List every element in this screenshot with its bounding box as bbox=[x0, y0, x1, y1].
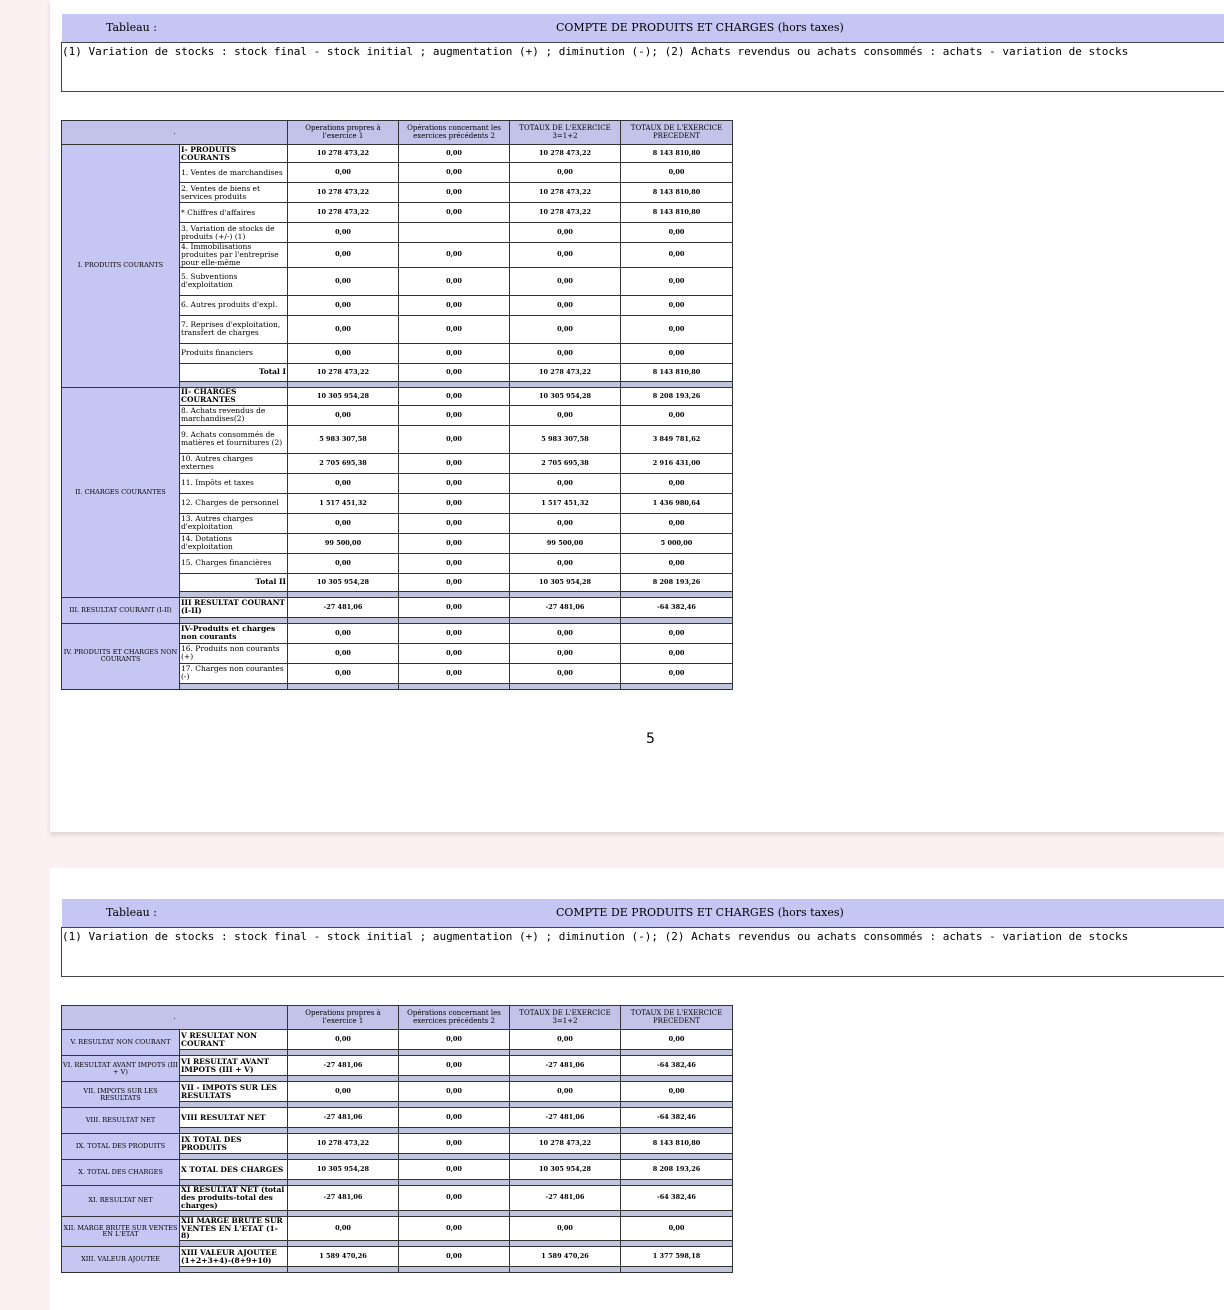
category-cell: VIII. RESULTAT NET bbox=[62, 1108, 180, 1134]
value-cell: 10 278 473,22 bbox=[510, 1134, 621, 1154]
value-cell: 0,00 bbox=[399, 1160, 510, 1180]
category-cell: IV. PRODUITS ET CHARGES NON COURANTS bbox=[62, 623, 180, 689]
column-header: Opérations concernant les exercices précédents 2 bbox=[399, 1006, 510, 1030]
value-cell: 0,00 bbox=[288, 643, 399, 663]
row-label: VI RESULTAT AVANT IMPOTS (III + V) bbox=[180, 1056, 288, 1076]
value-cell: 0,00 bbox=[288, 553, 399, 573]
results-summary-table bbox=[61, 1005, 733, 1273]
row-label: 14. Dotations d'exploitation bbox=[180, 533, 288, 553]
value-cell: 0,00 bbox=[621, 405, 733, 425]
value-cell: 1 517 451,32 bbox=[510, 493, 621, 513]
value-cell: 0,00 bbox=[399, 145, 510, 163]
value-cell: 99 500,00 bbox=[288, 533, 399, 553]
value-cell: 0,00 bbox=[510, 473, 621, 493]
value-cell: 0,00 bbox=[399, 623, 510, 643]
category-cell: XIII. VALEUR AJOUTEE bbox=[62, 1247, 180, 1273]
value-cell: 10 305 954,28 bbox=[288, 387, 399, 405]
value-cell: 0,00 bbox=[288, 663, 399, 683]
row-label: Total II bbox=[180, 573, 288, 591]
value-cell: -27 481,06 bbox=[510, 1108, 621, 1128]
row-label: 13. Autres charges d'exploitation bbox=[180, 513, 288, 533]
value-cell: -27 481,06 bbox=[510, 1056, 621, 1076]
value-cell: 0,00 bbox=[621, 163, 733, 183]
category-cell: XI. RESULTAT NET bbox=[62, 1186, 180, 1217]
row-label: 15. Charges financières bbox=[180, 553, 288, 573]
row-label: 16. Produits non courants (+) bbox=[180, 643, 288, 663]
value-cell: 1 517 451,32 bbox=[288, 493, 399, 513]
value-cell: 0,00 bbox=[621, 223, 733, 243]
value-cell: 0,00 bbox=[399, 1082, 510, 1102]
banner-title: COMPTE DE PRODUITS ET CHARGES (hors taxes) bbox=[556, 21, 844, 34]
value-cell: 0,00 bbox=[510, 623, 621, 643]
row-label: XI RESULTAT NET (total des produits-total des charges) bbox=[180, 1186, 288, 1211]
value-cell: 0,00 bbox=[288, 1216, 399, 1241]
value-cell: 0,00 bbox=[399, 1247, 510, 1267]
row-label: 2. Ventes de biens et services produits bbox=[180, 183, 288, 203]
value-cell: 0,00 bbox=[288, 223, 399, 243]
value-cell: 8 143 810,80 bbox=[621, 145, 733, 163]
value-cell: 8 143 810,80 bbox=[621, 203, 733, 223]
table-row bbox=[62, 597, 733, 617]
value-cell: 10 278 473,22 bbox=[510, 363, 621, 381]
footnote-box bbox=[61, 927, 1224, 977]
row-label: II- CHARGES COURANTES bbox=[180, 387, 288, 405]
column-header: TOTAUX DE L'EXERCICE 3=1+2 bbox=[510, 121, 621, 145]
value-cell: 0,00 bbox=[399, 1030, 510, 1050]
document-page-1 bbox=[50, 0, 1224, 832]
income-statement-table bbox=[61, 120, 733, 690]
value-cell: 8 208 193,26 bbox=[621, 573, 733, 591]
row-label: III RESULTAT COURANT (I-II) bbox=[180, 597, 288, 617]
value-cell: 99 500,00 bbox=[510, 533, 621, 553]
value-cell: 0,00 bbox=[399, 295, 510, 315]
value-cell: 0,00 bbox=[399, 387, 510, 405]
table-row bbox=[62, 1216, 733, 1241]
value-cell: 10 278 473,22 bbox=[510, 203, 621, 223]
value-cell: 8 208 193,26 bbox=[621, 387, 733, 405]
value-cell: 0,00 bbox=[621, 623, 733, 643]
row-label: 12. Charges de personnel bbox=[180, 493, 288, 513]
category-cell: II. CHARGES COURANTES bbox=[62, 387, 180, 597]
table-row bbox=[62, 1160, 733, 1180]
table-banner bbox=[62, 14, 1224, 42]
value-cell: 0,00 bbox=[510, 295, 621, 315]
value-cell: 0,00 bbox=[288, 243, 399, 268]
value-cell: 0,00 bbox=[510, 315, 621, 343]
value-cell: 0,00 bbox=[621, 243, 733, 268]
value-cell: -27 481,06 bbox=[288, 1186, 399, 1211]
column-header: TOTAUX DE L'EXERCICE PRECEDENT bbox=[621, 1006, 733, 1030]
table-row bbox=[62, 1186, 733, 1211]
value-cell: 10 305 954,28 bbox=[510, 573, 621, 591]
value-cell: -27 481,06 bbox=[288, 1108, 399, 1128]
value-cell: 5 983 307,58 bbox=[510, 425, 621, 453]
value-cell: 0,00 bbox=[288, 295, 399, 315]
value-cell: 0,00 bbox=[399, 203, 510, 223]
row-label: X TOTAL DES CHARGES bbox=[180, 1160, 288, 1180]
value-cell: 0,00 bbox=[399, 267, 510, 295]
value-cell: 0,00 bbox=[621, 1030, 733, 1050]
value-cell: 1 589 470,26 bbox=[510, 1247, 621, 1267]
value-cell: 0,00 bbox=[399, 643, 510, 663]
value-cell: 0,00 bbox=[399, 493, 510, 513]
value-cell: 8 208 193,26 bbox=[621, 1160, 733, 1180]
value-cell: 10 278 473,22 bbox=[510, 183, 621, 203]
category-cell: IX. TOTAL DES PRODUITS bbox=[62, 1134, 180, 1160]
value-cell: 1 589 470,26 bbox=[288, 1247, 399, 1267]
row-label: XII MARGE BRUTE SUR VENTES EN L'ETAT (1-8) bbox=[180, 1216, 288, 1241]
table-row bbox=[62, 1056, 733, 1076]
value-cell: 0,00 bbox=[399, 533, 510, 553]
value-cell: 0,00 bbox=[288, 343, 399, 363]
value-cell: 8 143 810,80 bbox=[621, 363, 733, 381]
row-label: 5. Subventions d'exploitation bbox=[180, 267, 288, 295]
category-cell: VI. RESULTAT AVANT IMPOTS (III + V) bbox=[62, 1056, 180, 1082]
value-cell: 0,00 bbox=[399, 1108, 510, 1128]
row-label: V RESULTAT NON COURANT bbox=[180, 1030, 288, 1050]
value-cell: 0,00 bbox=[399, 1134, 510, 1154]
value-cell: 0,00 bbox=[399, 553, 510, 573]
value-cell: -27 481,06 bbox=[510, 597, 621, 617]
row-label: 17. Charges non courantes (-) bbox=[180, 663, 288, 683]
table-row bbox=[62, 1082, 733, 1102]
value-cell: 1 377 598,18 bbox=[621, 1247, 733, 1267]
value-cell: 0,00 bbox=[399, 663, 510, 683]
table-row bbox=[62, 387, 733, 405]
value-cell: 0,00 bbox=[510, 405, 621, 425]
value-cell: 5 000,00 bbox=[621, 533, 733, 553]
value-cell: 0,00 bbox=[288, 513, 399, 533]
value-cell: 0,00 bbox=[399, 183, 510, 203]
value-cell: 0,00 bbox=[399, 363, 510, 381]
value-cell: 1 436 980,64 bbox=[621, 493, 733, 513]
value-cell: 10 278 473,22 bbox=[288, 203, 399, 223]
row-label: 10. Autres charges externes bbox=[180, 453, 288, 473]
value-cell: 10 305 954,28 bbox=[510, 387, 621, 405]
value-cell: 5 983 307,58 bbox=[288, 425, 399, 453]
row-label: I- PRODUITS COURANTS bbox=[180, 145, 288, 163]
value-cell: 0,00 bbox=[621, 1082, 733, 1102]
value-cell: 2 705 695,38 bbox=[288, 453, 399, 473]
value-cell: 10 305 954,28 bbox=[288, 1160, 399, 1180]
banner-title: COMPTE DE PRODUITS ET CHARGES (hors taxes) bbox=[556, 906, 844, 919]
value-cell: 0,00 bbox=[510, 553, 621, 573]
row-label: VIII RESULTAT NET bbox=[180, 1108, 288, 1128]
value-cell: 0,00 bbox=[288, 315, 399, 343]
row-label: 4. Immobilisations produites par l'entreprise pour elle-même bbox=[180, 243, 288, 268]
table-row bbox=[62, 1108, 733, 1128]
value-cell: 10 305 954,28 bbox=[510, 1160, 621, 1180]
value-cell: 0,00 bbox=[510, 243, 621, 268]
value-cell: 0,00 bbox=[399, 1216, 510, 1241]
value-cell: 0,00 bbox=[399, 573, 510, 591]
table-banner bbox=[62, 899, 1224, 927]
value-cell: 0,00 bbox=[399, 405, 510, 425]
table-row bbox=[62, 1247, 733, 1267]
value-cell: 0,00 bbox=[510, 1030, 621, 1050]
value-cell: 0,00 bbox=[399, 473, 510, 493]
row-label: Total I bbox=[180, 363, 288, 381]
value-cell: 0,00 bbox=[399, 163, 510, 183]
value-cell: 0,00 bbox=[621, 1216, 733, 1241]
value-cell: 0,00 bbox=[288, 1082, 399, 1102]
row-label: 7. Reprises d'exploitation, transfert de charges bbox=[180, 315, 288, 343]
row-label: VII - IMPOTS SUR LES RESULTATS bbox=[180, 1082, 288, 1102]
header-cell: . bbox=[62, 1006, 288, 1030]
value-cell: 2 705 695,38 bbox=[510, 453, 621, 473]
value-cell: 10 278 473,22 bbox=[288, 1134, 399, 1154]
row-label: 9. Achats consommés de matières et fournitures (2) bbox=[180, 425, 288, 453]
category-cell: XII. MARGE BRUTE SUR VENTES EN L'ETAT bbox=[62, 1216, 180, 1247]
value-cell: 0,00 bbox=[399, 243, 510, 268]
value-cell: 0,00 bbox=[510, 663, 621, 683]
row-label: IV-Produits et charges non courants bbox=[180, 623, 288, 643]
value-cell: -64 382,46 bbox=[621, 1186, 733, 1211]
column-header: Operations propres à l'exercice 1 bbox=[288, 121, 399, 145]
value-cell: 0,00 bbox=[621, 473, 733, 493]
row-label: * Chiffres d'affaires bbox=[180, 203, 288, 223]
value-cell: -64 382,46 bbox=[621, 1108, 733, 1128]
value-cell: 10 305 954,28 bbox=[288, 573, 399, 591]
value-cell: 10 278 473,22 bbox=[288, 363, 399, 381]
value-cell: 0,00 bbox=[621, 315, 733, 343]
column-header: Opérations concernant les exercices précédents 2 bbox=[399, 121, 510, 145]
value-cell: 8 143 810,80 bbox=[621, 183, 733, 203]
column-header: TOTAUX DE L'EXERCICE 3=1+2 bbox=[510, 1006, 621, 1030]
column-header: Operations propres à l'exercice 1 bbox=[288, 1006, 399, 1030]
footnote-box bbox=[61, 42, 1224, 92]
row-label: 3. Variation de stocks de produits (+/-) (1) bbox=[180, 223, 288, 243]
footnote-text: (1) Variation de stocks : stock final - stock initial ; augmentation (+) ; diminution (-); (2) Achats revendus ou achats consommés : achats - variation de stocks bbox=[62, 45, 1129, 58]
value-cell: 10 278 473,22 bbox=[510, 145, 621, 163]
row-label: 8. Achats revendus de marchandises(2) bbox=[180, 405, 288, 425]
category-cell: I. PRODUITS COURANTS bbox=[62, 145, 180, 388]
value-cell: 0,00 bbox=[621, 663, 733, 683]
table-row bbox=[62, 145, 733, 163]
value-cell: 8 143 810,80 bbox=[621, 1134, 733, 1154]
value-cell: 0,00 bbox=[621, 295, 733, 315]
footnote-text: (1) Variation de stocks : stock final - stock initial ; augmentation (+) ; diminution (-); (2) Achats revendus ou achats consommés : achats - variation de stocks bbox=[62, 930, 1129, 943]
header-cell: . bbox=[62, 121, 288, 145]
row-label: XIII VALEUR AJOUTEE (1+2+3+4)-(8+9+10) bbox=[180, 1247, 288, 1267]
value-cell: -64 382,46 bbox=[621, 597, 733, 617]
banner-label: Tableau : bbox=[106, 906, 157, 919]
value-cell: 10 278 473,22 bbox=[288, 183, 399, 203]
value-cell: 0,00 bbox=[621, 343, 733, 363]
value-cell: 3 849 781,62 bbox=[621, 425, 733, 453]
value-cell: 0,00 bbox=[399, 1056, 510, 1076]
category-cell: VII. IMPOTS SUR LES RESULTATS bbox=[62, 1082, 180, 1108]
row-label: 11. Impôts et taxes bbox=[180, 473, 288, 493]
value-cell: -27 481,06 bbox=[288, 1056, 399, 1076]
value-cell: 0,00 bbox=[510, 513, 621, 533]
row-label: 6. Autres produits d'expl. bbox=[180, 295, 288, 315]
value-cell: 0,00 bbox=[621, 267, 733, 295]
column-header: TOTAUX DE L'EXERCICE PRECEDENT bbox=[621, 121, 733, 145]
table-row bbox=[62, 1030, 733, 1050]
value-cell: 0,00 bbox=[621, 513, 733, 533]
row-label: Produits financiers bbox=[180, 343, 288, 363]
value-cell: 0,00 bbox=[399, 513, 510, 533]
category-cell: V. RESULTAT NON COURANT bbox=[62, 1030, 180, 1056]
value-cell: 0,00 bbox=[288, 623, 399, 643]
value-cell: 0,00 bbox=[288, 163, 399, 183]
value-cell: 0,00 bbox=[510, 223, 621, 243]
banner-label: Tableau : bbox=[106, 21, 157, 34]
value-cell: 0,00 bbox=[399, 425, 510, 453]
value-cell: 0,00 bbox=[288, 473, 399, 493]
value-cell bbox=[399, 223, 510, 243]
table-row bbox=[62, 1134, 733, 1154]
value-cell: 0,00 bbox=[399, 597, 510, 617]
value-cell: -27 481,06 bbox=[288, 597, 399, 617]
value-cell: 0,00 bbox=[510, 1216, 621, 1241]
category-cell: III. RESULTAT COURANT (I-II) bbox=[62, 597, 180, 623]
category-cell: X. TOTAL DES CHARGES bbox=[62, 1160, 180, 1186]
table-row bbox=[62, 623, 733, 643]
value-cell: 0,00 bbox=[621, 553, 733, 573]
row-label: 1. Ventes de marchandises bbox=[180, 163, 288, 183]
value-cell: 0,00 bbox=[510, 1082, 621, 1102]
row-label: IX TOTAL DES PRODUITS bbox=[180, 1134, 288, 1154]
value-cell: -64 382,46 bbox=[621, 1056, 733, 1076]
value-cell: 0,00 bbox=[399, 315, 510, 343]
value-cell: 0,00 bbox=[510, 267, 621, 295]
value-cell: -27 481,06 bbox=[510, 1186, 621, 1211]
value-cell: 0,00 bbox=[288, 267, 399, 295]
value-cell: 0,00 bbox=[399, 453, 510, 473]
value-cell: 0,00 bbox=[621, 643, 733, 663]
value-cell: 0,00 bbox=[288, 1030, 399, 1050]
value-cell: 0,00 bbox=[399, 1186, 510, 1211]
document-page-2 bbox=[50, 868, 1224, 1310]
value-cell: 0,00 bbox=[510, 343, 621, 363]
value-cell: 0,00 bbox=[510, 163, 621, 183]
value-cell: 0,00 bbox=[288, 405, 399, 425]
value-cell: 2 916 431,00 bbox=[621, 453, 733, 473]
value-cell: 10 278 473,22 bbox=[288, 145, 399, 163]
page-number: 5 bbox=[646, 731, 655, 747]
value-cell: 0,00 bbox=[399, 343, 510, 363]
value-cell: 0,00 bbox=[510, 643, 621, 663]
